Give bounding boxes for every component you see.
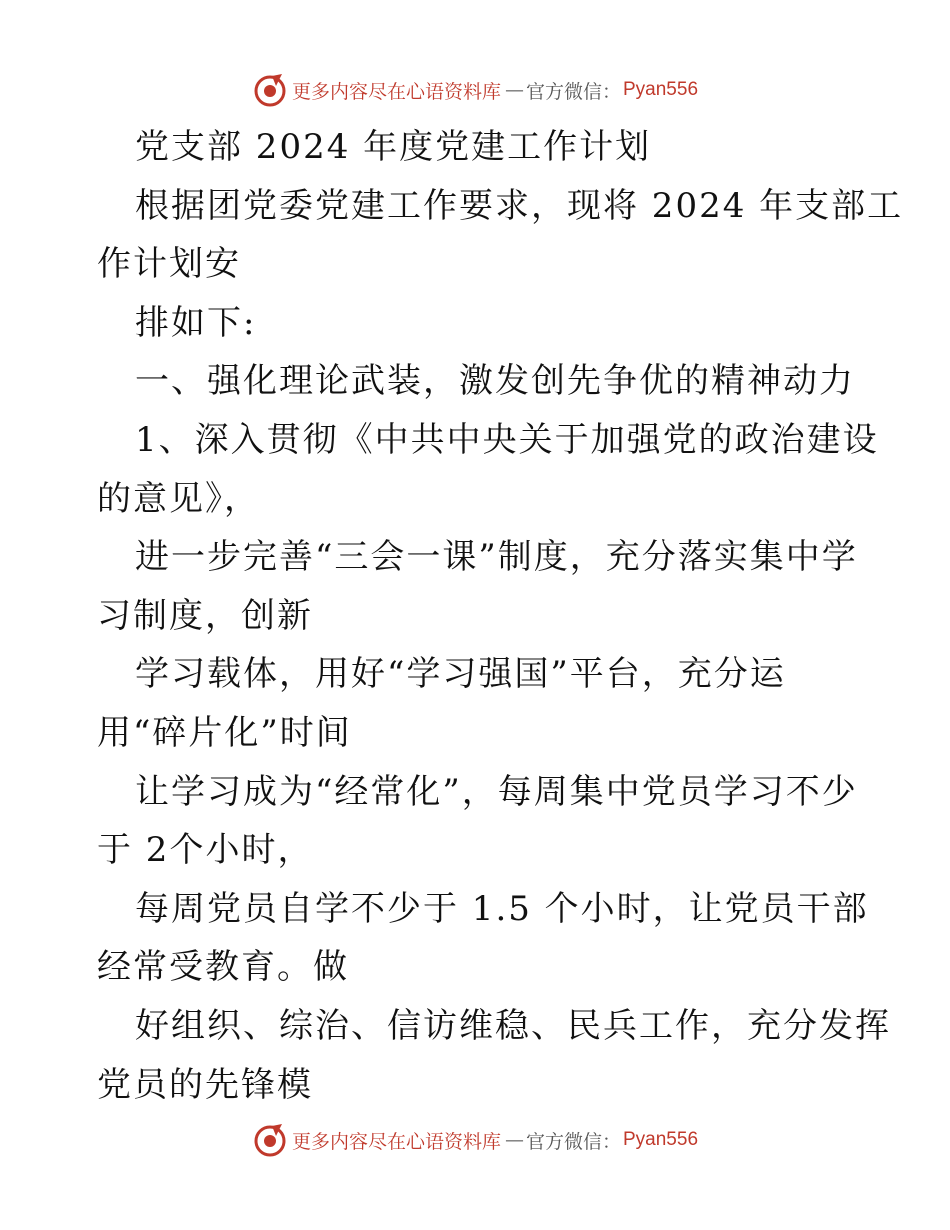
paragraph-line: 进一步完善“三会一课”制度，充分落实集中学 bbox=[135, 537, 858, 578]
watermark-wechat-id: Pyan556 bbox=[623, 1129, 699, 1150]
paragraph-line: 让学习成为“经常化”，每周集中党员学习不少 bbox=[135, 771, 858, 812]
document-body bbox=[97, 118, 904, 1114]
footer-watermark bbox=[0, 1120, 950, 1160]
paragraph-line: 党员的先锋模 bbox=[97, 1064, 313, 1105]
quill-logo-icon bbox=[252, 1122, 288, 1158]
paragraph-line: 每周党员自学不少于 1.5 个小时，让党员干部 bbox=[135, 888, 869, 929]
paragraph-line: 作计划安 bbox=[97, 244, 241, 285]
section-heading: 一、强化理论武装，激发创先争优的精神动力 bbox=[135, 361, 855, 402]
watermark-wechat-id: Pyan556 bbox=[623, 79, 699, 100]
paragraph-line: 习制度，创新 bbox=[97, 595, 313, 636]
watermark-wechat-label: 官方微信： bbox=[525, 80, 621, 103]
watermark-site-text: 更多内容尽在心语资料库 bbox=[291, 80, 501, 103]
paragraph-line: 的意见》， bbox=[97, 478, 260, 519]
paragraph-line: 于 2个小时， bbox=[97, 830, 314, 871]
paragraph-line: 经常受教育。做 bbox=[97, 947, 349, 988]
paragraph-line: 排如下: bbox=[135, 302, 257, 343]
watermark-site-text: 更多内容尽在心语资料库 bbox=[291, 1130, 501, 1153]
paragraph-line: 根据团党委党建工作要求，现将 2024 年支部工 bbox=[135, 185, 904, 226]
paragraph-line: 用“碎片化”时间 bbox=[97, 712, 352, 753]
quill-logo-icon bbox=[252, 72, 288, 108]
paragraph-line: 1、深入贯彻《中共中央关于加强党的政治建设 bbox=[135, 419, 879, 460]
document-title: 党支部 2024 年度党建工作计划 bbox=[135, 127, 652, 167]
watermark-wechat-label: 官方微信： bbox=[525, 1130, 621, 1153]
watermark-separator: — bbox=[504, 1129, 522, 1151]
paragraph-line: 学习载体，用好“学习强国”平台，充分运 bbox=[135, 654, 786, 695]
header-watermark bbox=[0, 70, 950, 110]
watermark-separator: — bbox=[504, 79, 522, 101]
paragraph-line: 好组织、综治、信访维稳、民兵工作，充分发挥 bbox=[135, 1005, 891, 1046]
